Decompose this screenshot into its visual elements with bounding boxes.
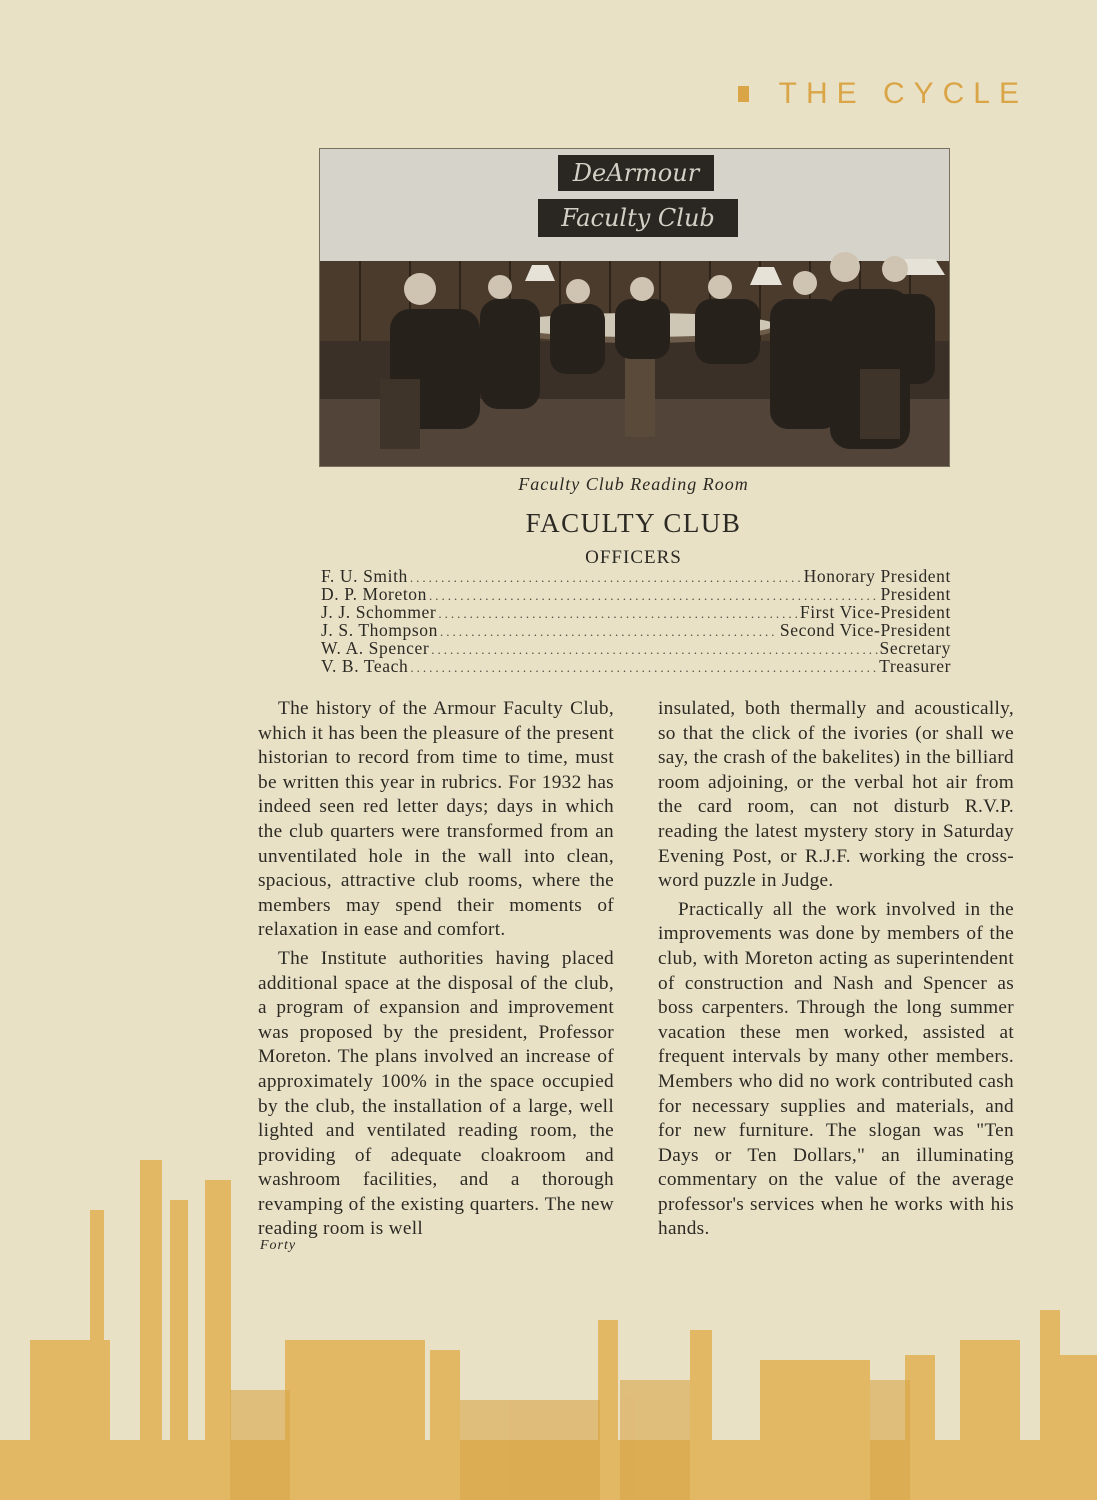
photo-caption: Faculty Club Reading Room xyxy=(518,474,749,494)
body-paragraph: Practically all the work involved in the improvements was done by members of the club, with Moreton acting as superintendent of construction and Nash and Spencer as boss carpenters. Through the long summer vacation these men worked, assisted at frequent intervals by many other members. Members who did no work contributed cash for necessary supplies and materials, and for new furniture. The slogan was "Ten Days or Ten Dollars," an illuminating commentary on the value of the average professor's services when he works with his hands. xyxy=(658,898,1014,1240)
officer-name: F. U. Smith xyxy=(321,566,408,586)
officer-row xyxy=(321,657,951,675)
header-square-ornament xyxy=(738,86,749,102)
officer-role: Second Vice-President xyxy=(779,620,951,640)
body-paragraph: The history of the Armour Faculty Club, which it has been the pleasure of the present historian to record from time to time, must be written this year in rubrics. For 1932 has indeed seen red letter days; days in which the club quarters were transformed from an unventilated hole in the wall into clean, spacious, attractive club rooms, where the members may spend their moments of relaxation in ease and comfort. xyxy=(258,698,614,941)
photo-illustration xyxy=(320,149,949,466)
officer-name: J. S. Thompson xyxy=(321,620,438,640)
sign-text-1: DeArmour xyxy=(572,159,700,187)
officer-row xyxy=(321,567,951,585)
officer-name: V. B. Teach xyxy=(321,656,409,676)
running-header xyxy=(738,74,1028,114)
leader-dots xyxy=(438,605,798,623)
skyline-illustration xyxy=(0,1140,1097,1500)
officer-role: Honorary President xyxy=(803,566,951,586)
officer-row xyxy=(321,621,951,639)
officer-name: W. A. Spencer xyxy=(321,638,430,658)
leader-dots xyxy=(410,659,877,677)
page-number: Forty xyxy=(260,1238,297,1253)
officers-list xyxy=(321,567,951,675)
reading-room-photo xyxy=(319,148,950,467)
officer-name: J. J. Schommer xyxy=(321,602,437,622)
officer-name: D. P. Moreton xyxy=(321,584,427,604)
officer-role: First Vice-President xyxy=(799,602,951,622)
body-paragraph: The Institute authorities having placed additional space at the disposal of the club, a program of expansion and improvement was proposed by the president, Professor Moreton. The plans involved an increase of approximately 100% in the space occupied by the club, the installation of a large, well lighted and ventilated reading room, the providing of adequate cloakroom and washroom facilities, and a thorough revamping of the existing quarters. The new reading room is well xyxy=(258,947,614,1240)
body-paragraph: insulated, both thermally and acoustically, so that the click of the ivories (or shall we say, the crash of the bakelites) in the billiard room adjoining, or the verbal hot air from the card room, can not disturb R.V.P. reading the latest mystery story in Saturday Evening Post, or R.J.F. working the cross-word puzzle in Judge. xyxy=(658,698,1014,892)
officer-role: Secretary xyxy=(879,638,951,658)
leader-dots xyxy=(431,641,877,659)
header-title: THE CYCLE xyxy=(778,77,1028,110)
leader-dots xyxy=(440,623,778,641)
officers-heading: OFFICERS xyxy=(585,547,682,568)
sign-text-2: Faculty Club xyxy=(561,204,715,232)
officer-role: Treasurer xyxy=(879,656,951,676)
officer-role: President xyxy=(880,584,951,604)
officer-row xyxy=(321,639,951,657)
officer-row xyxy=(321,603,951,621)
section-title: FACULTY CLUB xyxy=(525,508,742,538)
leader-dots xyxy=(410,569,802,587)
officer-row xyxy=(321,585,951,603)
